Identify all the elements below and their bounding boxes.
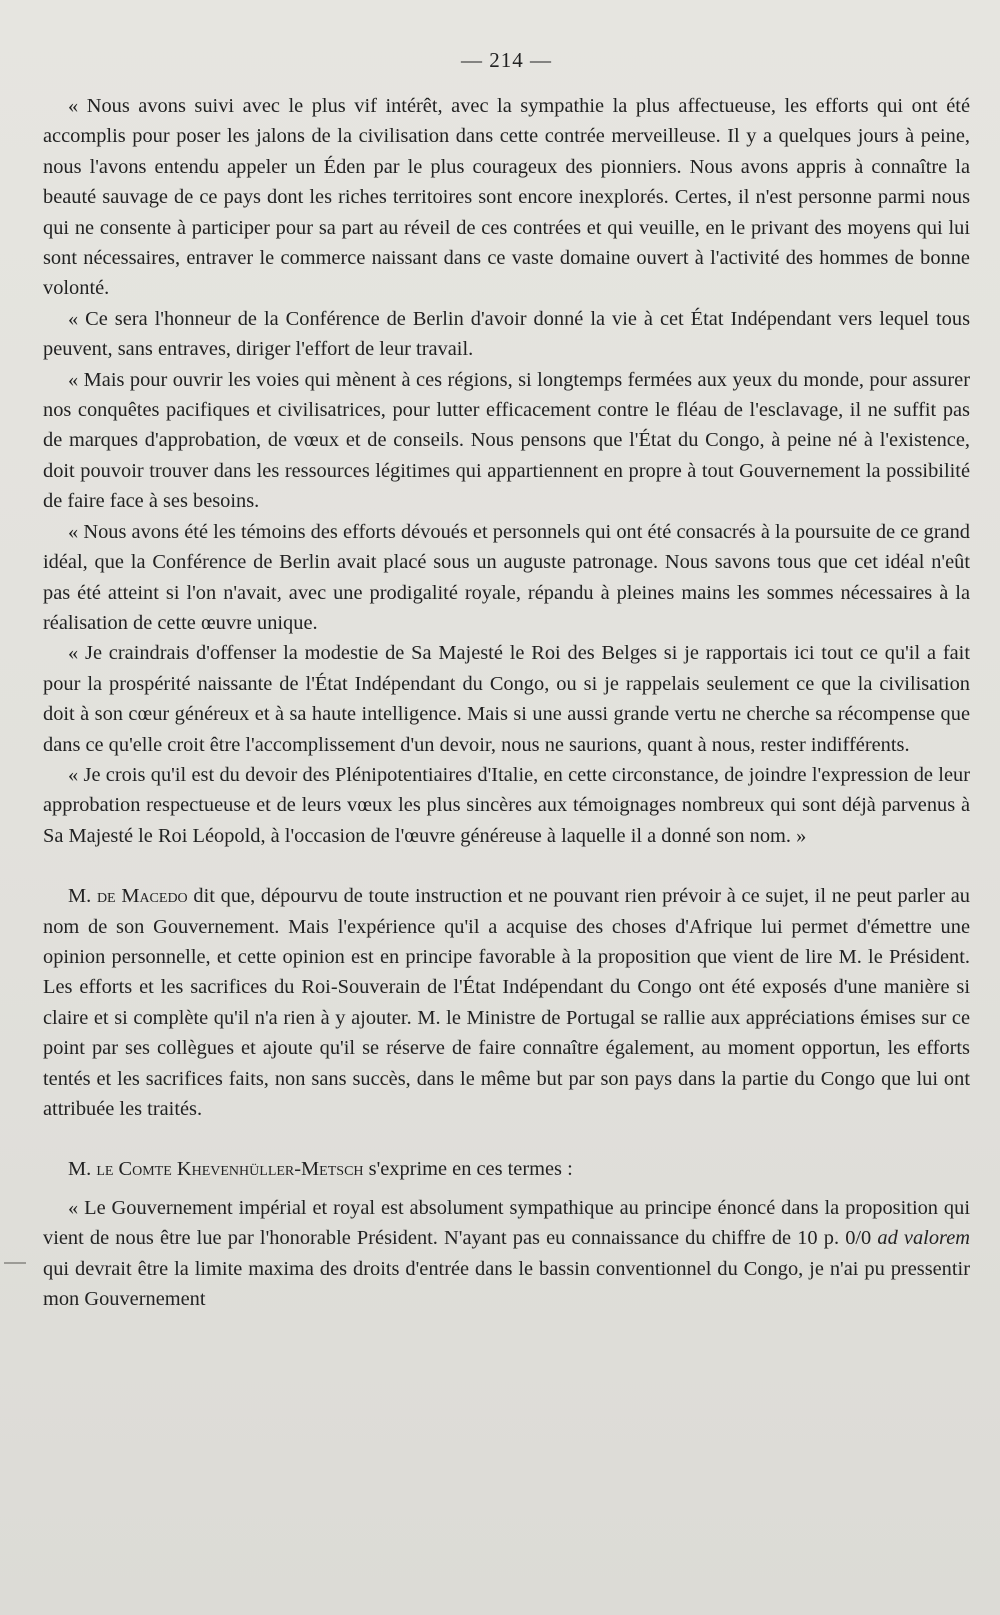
paragraph-khevenhuller-intro: [43, 1154, 970, 1184]
quote-text-b: qui devrait être la limite maxima des droits d'entrée dans le bassin conventionnel du Congo, je n'ai pu pressentir mon Gouvernement: [43, 1257, 970, 1311]
paragraph-2: « Ce sera l'honneur de la Conférence de Berlin d'avoir donné la vie à cet État Indépendant vers lequel tous peuvent, sans entraves, diriger l'effort de leur travail.: [43, 307, 970, 361]
paragraph-6: « Je crois qu'il est du devoir des Plénipotentiaires d'Italie, en cette circonstance, de joindre l'expression de leur approbation respectueuse et de leurs vœux les plus sincères aux témoignages nombreux qui sont déjà parvenus à Sa Majesté le Roi Léopold, à l'occasion de l'œuvre généreuse à laquelle il a donné son nom. »: [43, 763, 970, 847]
margin-mark: [4, 1262, 26, 1264]
paragraph-khevenhuller-intro-text: s'exprime en ces termes :: [363, 1158, 573, 1181]
quote-italic-ad-valorem: ad valorem: [877, 1227, 970, 1250]
text-body: [43, 91, 970, 1314]
quote-text-a: « Le Gouvernement impérial et royal est absolument sympathique au principe énoncé dans la proposition qui vient de nous être lue par l'honorable Président. N'ayant pas eu connaissance du chiffre de 10 p. 0/0: [43, 1196, 970, 1250]
paragraph-gap: [43, 851, 970, 881]
paragraph-4: « Nous avons été les témoins des efforts dévoués et personnels qui ont été consacrés à la poursuite de ce grand idéal, que la Conférence de Berlin avait placé sous un auguste patronage. Nous savons tous que cet idéal n'eût pas été atteint si l'on n'avait, avec une prodigalité royale, répandu à pleines mains les sommes nécessaires à la réalisation de cette œuvre unique.: [43, 520, 970, 634]
paragraph-khevenhuller-quote: [43, 1193, 970, 1315]
paragraph-macedo-text: dit que, dépourvu de toute instruction et ne pouvant rien prévoir à ce sujet, il ne peut parler au nom de son Gouvernement. Mais l'expérience qu'il a acquise des choses d'Afrique lui permet d'émettre une opinion personnelle, et cette opinion est en principe favorable à la proposition que vient de lire M. le Président. Les efforts et les sacrifices du Roi-Souverain de l'État Indépendant du Congo ont été exposés d'une manière si claire et si complète qu'il n'a rien à y ajouter. M. le Ministre de Portugal se rallie aux appréciations émises sur ce point par ses collègues et ajoute qu'il se réserve de faire connaître également, au moment opportun, les efforts tentés et les sacrifices faits, non sans succès, dans le même but par son pays dans la partie du Congo que lui ont attribuée les traités.: [43, 885, 970, 1120]
paragraph-macedo: [43, 881, 970, 1124]
paragraph-5: « Je craindrais d'offenser la modestie de Sa Majesté le Roi des Belges si je rapportais ici tout ce qu'il a fait pour la prospérité naissante de l'État Indépendant du Congo, ou si je rappelais seulement ce que la civilisation doit à son cœur généreux et à sa haute intelligence. Mais si une aussi grande vertu ne cherche sa récompense que dans ce qu'elle croit être l'accomplissement d'un devoir, nous ne saurions, quant à nous, rester indifférents.: [43, 642, 970, 756]
paragraph-3: « Mais pour ouvrir les voies qui mènent à ces régions, si longtemps fermées aux yeux du monde, pour assurer nos conquêtes pacifiques et civilisatrices, pour lutter efficacement contre le fléau de l'esclavage, il ne suffit pas de marques d'approbation, de vœux et de conseils. Nous pensons que l'État du Congo, à peine né à l'existence, doit pouvoir trouver dans les ressources légitimes qui appartiennent en propre à tout Gouvernement la possibilité de faire face à ses besoins.: [43, 368, 970, 513]
speaker-name-khevenhuller: M. le Comte Khevenhüller-Metsch: [68, 1158, 364, 1181]
page-number: — 214 —: [461, 48, 552, 72]
speaker-name-macedo: M. de Macedo: [68, 885, 188, 908]
paragraph-1: « Nous avons suivi avec le plus vif intérêt, avec la sympathie la plus affectueuse, les efforts qui ont été accomplis pour poser les jalons de la civilisation dans cette contrée merveilleuse. Il y a quelques jours à peine, nous l'avons entendu appeler un Éden par le plus courageux des pionniers. Nous avons appris à connaître la beauté sauvage de ce pays dont les riches territoires sont encore inexplorés. Certes, il n'est personne parmi nous qui ne consente à participer pour sa part au réveil de ces contrées et qui veuille, en le privant des moyens qui lui sont nécessaires, entraver le commerce naissant dans ce vaste domaine ouvert à l'activité des hommes de bonne volonté.: [43, 95, 970, 300]
paragraph-gap: [43, 1124, 970, 1154]
